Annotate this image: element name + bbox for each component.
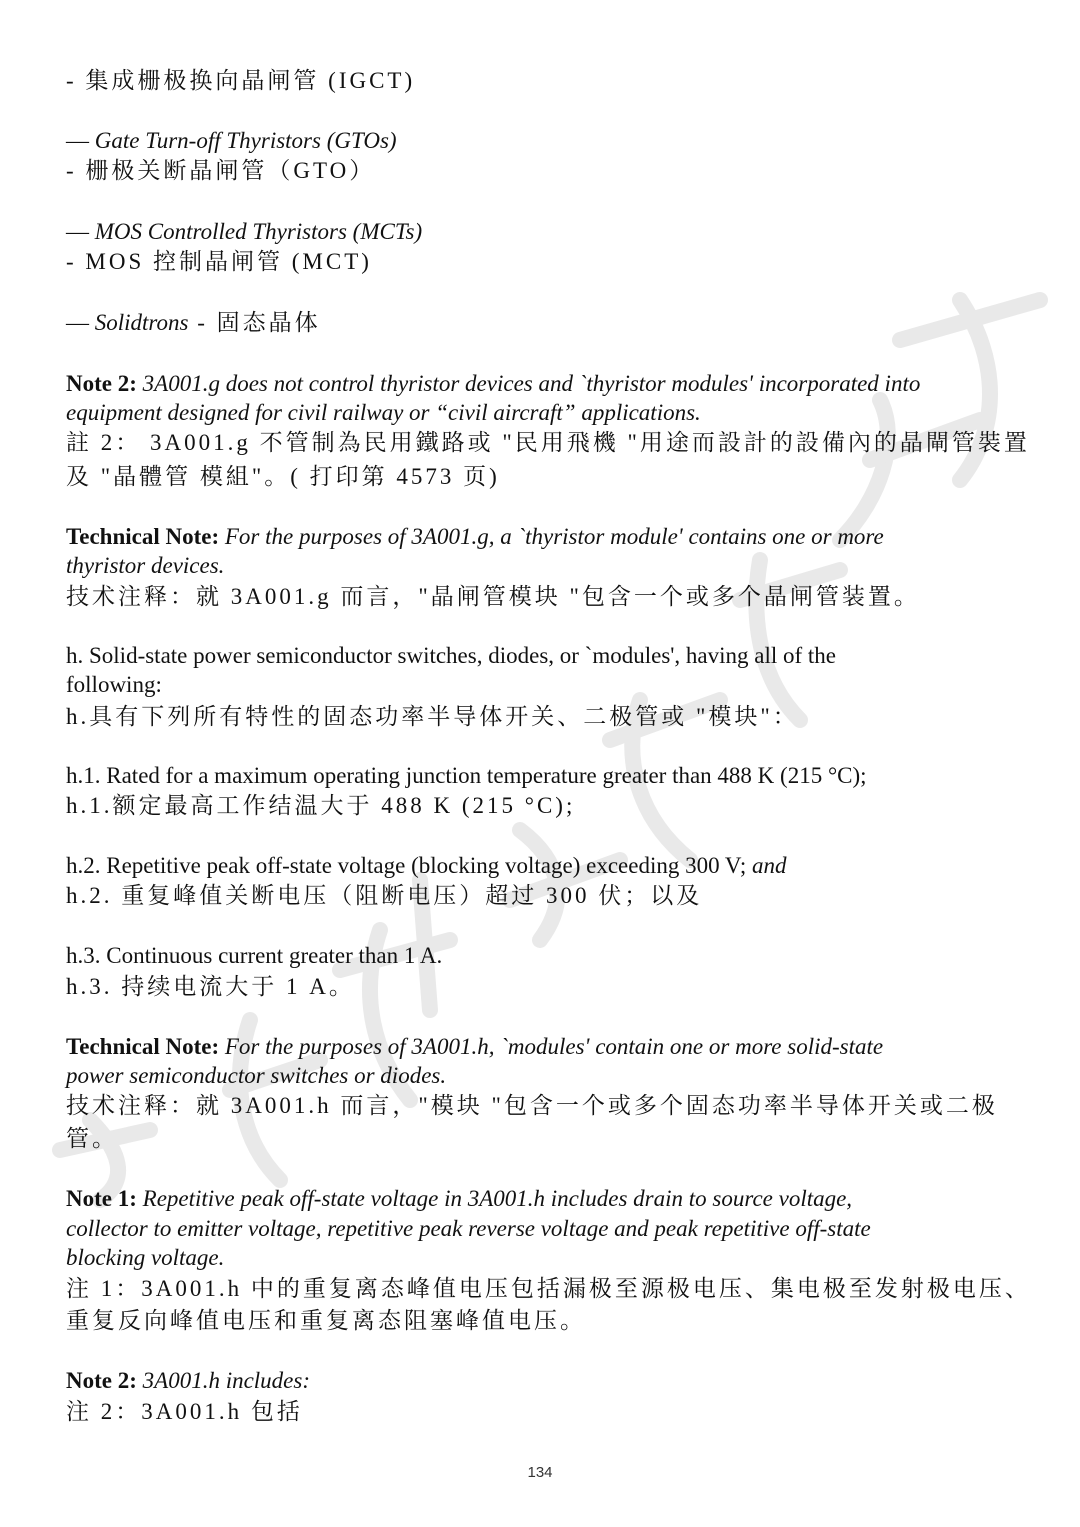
text-segment: Solidtrons — [94, 310, 189, 335]
page-number: 134 — [527, 1464, 553, 1481]
text-segment: h.1.额定最高工作结温大于 488 K (215 °C); — [66, 793, 576, 818]
text-line — [66, 1274, 1031, 1304]
text-segment: following: — [66, 672, 162, 697]
text-segment: h.2. 重复峰值关断电压（阻断电压）超过 300 伏；以及 — [66, 883, 703, 908]
text-segment: power semiconductor switches or diodes. — [66, 1063, 447, 1088]
text-segment: - 固态晶体 — [188, 310, 321, 335]
text-line — [66, 428, 1030, 458]
text-line — [66, 881, 702, 911]
text-segment: 及 "晶體管 模組"。( 打印第 4573 页) — [66, 464, 500, 489]
text-segment: 3A001.h includes: — [142, 1368, 310, 1393]
text-segment: - 栅极关断晶闸管（GTO） — [66, 158, 376, 183]
text-segment: Note 2: — [66, 371, 143, 396]
text-line — [66, 551, 224, 581]
text-line — [66, 156, 375, 186]
text-line — [66, 641, 836, 671]
text-line — [66, 522, 884, 552]
text-line — [66, 582, 920, 612]
text-segment: 技术注释：就 3A001.g 而言，"晶闸管模块 "包含一个或多个晶闸管装置。 — [66, 584, 920, 609]
text-segment: Technical Note: — [66, 524, 225, 549]
text-line — [66, 1061, 446, 1091]
text-line — [66, 1124, 118, 1154]
text-segment: thyristor devices. — [66, 553, 225, 578]
text-line — [66, 1366, 310, 1396]
text-segment: 3A001.g does not control thyristor devices and `thyristor modules' incorporated into — [142, 371, 921, 396]
text-segment: equipment designed for civil railway or “civil aircraft” applications. — [66, 400, 701, 425]
text-segment: 重复反向峰值电压和重复离态阻塞峰值电压。 — [66, 1308, 586, 1333]
text-segment: — — [66, 219, 95, 244]
text-line — [66, 1243, 224, 1273]
text-segment: MOS Controlled Thyristors (MCTs) — [94, 219, 423, 244]
text-line — [66, 126, 397, 156]
text-segment: 注 1：3A001.h 中的重复离态峰值电压包括漏极至源极电压、集电极至发射极电压、 — [66, 1276, 1031, 1301]
text-line — [66, 462, 500, 492]
text-line — [66, 1214, 871, 1244]
text-segment: For the purposes of 3A001.h, `modules' contain one or more solid-state — [224, 1034, 884, 1059]
text-segment: For the purposes of 3A001.g, a `thyristor module' contains one or more — [224, 524, 884, 549]
text-line — [66, 398, 701, 428]
text-line — [66, 1306, 586, 1336]
text-line — [66, 670, 162, 700]
text-line — [66, 308, 321, 338]
text-segment: 技术注释：就 3A001.h 而言，"模块 "包含一个或多个固态功率半导体开关或二极 — [66, 1093, 998, 1118]
text-line — [66, 941, 442, 971]
text-line — [66, 66, 415, 96]
text-segment: Note 2: — [66, 1368, 143, 1393]
text-segment: - 集成栅极换向晶闸管 (IGCT) — [66, 68, 416, 93]
text-line — [66, 247, 372, 277]
text-segment: h.具有下列所有特性的固态功率半导体开关、二极管或 "模块"： — [66, 704, 799, 729]
text-line — [66, 972, 355, 1002]
text-line — [66, 369, 920, 399]
text-segment: blocking voltage. — [66, 1245, 225, 1270]
text-segment: 註 2： 3A001.g 不管制為民用鐵路或 "民用飛機 "用途而設計的設備內的晶閘管裝置 — [66, 430, 1030, 455]
text-line — [66, 791, 575, 821]
text-segment: Gate Turn-off Thyristors (GTOs) — [94, 128, 397, 153]
text-line — [66, 1397, 303, 1427]
text-segment: — — [66, 128, 95, 153]
text-segment: h.3. Continuous current greater than 1 A. — [66, 943, 443, 968]
text-segment: h. Solid-state power semiconductor switches, diodes, or `modules', having all of the — [66, 643, 837, 668]
text-segment: Note 1: — [66, 1186, 143, 1211]
text-line — [66, 1032, 883, 1062]
text-segment: — — [66, 310, 95, 335]
text-line — [66, 851, 786, 881]
text-line — [66, 702, 799, 732]
text-line — [66, 761, 867, 791]
text-segment: h.1. Rated for a maximum operating junction temperature greater than 488 K (215 °C); — [66, 763, 867, 788]
text-segment: 管。 — [66, 1126, 118, 1151]
text-segment: - MOS 控制晶闸管 (MCT) — [66, 249, 372, 274]
text-segment: 注 2：3A001.h 包括 — [66, 1399, 303, 1424]
text-segment: collector to emitter voltage, repetitive peak reverse voltage and peak repetitive off-state — [66, 1216, 871, 1241]
text-segment: Repetitive peak off-state voltage in 3A001.h includes drain to source voltage, — [142, 1186, 853, 1211]
text-line — [66, 217, 422, 247]
text-line — [66, 1091, 998, 1121]
text-segment: Technical Note: — [66, 1034, 225, 1059]
text-segment: h.3. 持续电流大于 1 A。 — [66, 974, 355, 999]
text-segment: h.2. Repetitive peak off-state voltage (blocking voltage) exceeding 300 V; — [66, 853, 752, 878]
text-segment: and — [751, 853, 787, 878]
text-line — [66, 1184, 852, 1214]
